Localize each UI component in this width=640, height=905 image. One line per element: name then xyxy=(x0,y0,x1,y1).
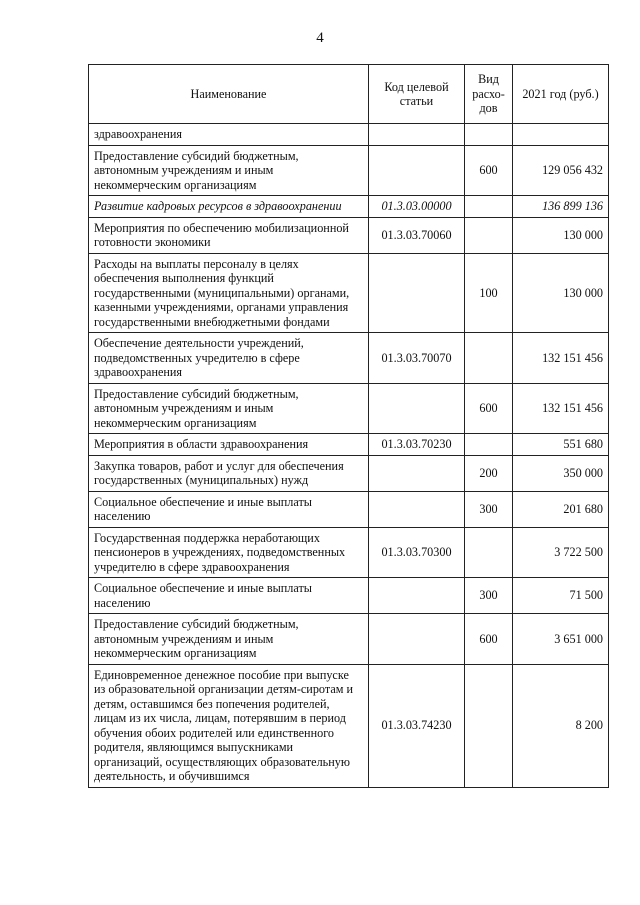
cell-amount: 71 500 xyxy=(513,578,609,614)
cell-name: Государственная поддержка неработающих пенсионеров в учреждениях, подведомственных учредителю в сфере здравоохранения xyxy=(89,527,369,578)
table-row xyxy=(89,664,609,787)
cell-amount: 132 151 456 xyxy=(513,333,609,384)
cell-code xyxy=(369,124,465,146)
cell-code xyxy=(369,614,465,665)
cell-type xyxy=(465,664,513,787)
table-body xyxy=(89,124,609,788)
cell-code: 01.3.03.00000 xyxy=(369,196,465,218)
cell-amount: 8 200 xyxy=(513,664,609,787)
cell-code: 01.3.03.70070 xyxy=(369,333,465,384)
cell-type xyxy=(465,196,513,218)
budget-table xyxy=(88,64,609,788)
cell-type xyxy=(465,527,513,578)
cell-code xyxy=(369,578,465,614)
cell-name: Мероприятия по обеспечению мобилизационной готовности экономики xyxy=(89,217,369,253)
page-number: 4 xyxy=(316,30,324,46)
cell-name: Мероприятия в области здравоохранения xyxy=(89,434,369,456)
cell-type: 300 xyxy=(465,578,513,614)
cell-code xyxy=(369,145,465,196)
cell-type: 600 xyxy=(465,145,513,196)
cell-code: 01.3.03.70300 xyxy=(369,527,465,578)
table-row xyxy=(89,527,609,578)
cell-name: Развитие кадровых ресурсов в здравоохранении xyxy=(89,196,369,218)
cell-type: 200 xyxy=(465,455,513,491)
table-row xyxy=(89,124,609,146)
header-type: Вид расхо-дов xyxy=(465,65,513,124)
cell-name: Предоставление субсидий бюджетным, автономным учреждениям и иным некоммерческим организациям xyxy=(89,614,369,665)
table-row xyxy=(89,253,609,333)
cell-code xyxy=(369,455,465,491)
table-row xyxy=(89,434,609,456)
cell-amount: 129 056 432 xyxy=(513,145,609,196)
cell-amount: 551 680 xyxy=(513,434,609,456)
cell-name: Социальное обеспечение и иные выплаты населению xyxy=(89,491,369,527)
cell-amount: 130 000 xyxy=(513,217,609,253)
cell-name: здравоохранения xyxy=(89,124,369,146)
cell-amount: 136 899 136 xyxy=(513,196,609,218)
table-row xyxy=(89,196,609,218)
cell-amount: 130 000 xyxy=(513,253,609,333)
cell-code xyxy=(369,253,465,333)
cell-code: 01.3.03.70230 xyxy=(369,434,465,456)
cell-type xyxy=(465,217,513,253)
cell-name: Социальное обеспечение и иные выплаты населению xyxy=(89,578,369,614)
table-row xyxy=(89,383,609,434)
cell-code: 01.3.03.74230 xyxy=(369,664,465,787)
cell-code: 01.3.03.70060 xyxy=(369,217,465,253)
cell-name: Расходы на выплаты персоналу в целях обеспечения выполнения функций государственными (муниципальными) органами, казенными учреждениями, органами управления государственными внебюджетными фондами xyxy=(89,253,369,333)
cell-type: 600 xyxy=(465,614,513,665)
cell-name: Предоставление субсидий бюджетным, автономным учреждениям и иным некоммерческим организациям xyxy=(89,145,369,196)
table-row xyxy=(89,455,609,491)
table-row xyxy=(89,578,609,614)
cell-amount xyxy=(513,124,609,146)
cell-type: 300 xyxy=(465,491,513,527)
cell-code xyxy=(369,491,465,527)
cell-name: Закупка товаров, работ и услуг для обеспечения государственных (муниципальных) нужд xyxy=(89,455,369,491)
table-row xyxy=(89,145,609,196)
cell-type: 600 xyxy=(465,383,513,434)
cell-amount: 350 000 xyxy=(513,455,609,491)
cell-amount: 3 651 000 xyxy=(513,614,609,665)
cell-type xyxy=(465,124,513,146)
cell-code xyxy=(369,383,465,434)
cell-name: Обеспечение деятельности учреждений, подведомственных учредителю в сфере здравоохранения xyxy=(89,333,369,384)
cell-name: Предоставление субсидий бюджетным, автономным учреждениям и иным некоммерческим организациям xyxy=(89,383,369,434)
header-code: Код целевой статьи xyxy=(369,65,465,124)
cell-type: 100 xyxy=(465,253,513,333)
table-row xyxy=(89,333,609,384)
cell-name: Единовременное денежное пособие при выпуске из образовательной организации детям-сиротам и детям, оставшимся без попечения родителей, лицам из их числа, лицам, потерявшим в период обучения обоих родителей или единственного родителя, являющимся выпускниками организаций, осуществляющих образовательную деятельность, и обучившимся xyxy=(89,664,369,787)
cell-type xyxy=(465,333,513,384)
cell-amount: 201 680 xyxy=(513,491,609,527)
table-row xyxy=(89,614,609,665)
header-amount: 2021 год (руб.) xyxy=(513,65,609,124)
table-row xyxy=(89,217,609,253)
table-header-row xyxy=(89,65,609,124)
table-row xyxy=(89,491,609,527)
cell-type xyxy=(465,434,513,456)
cell-amount: 3 722 500 xyxy=(513,527,609,578)
header-name: Наименование xyxy=(89,65,369,124)
cell-amount: 132 151 456 xyxy=(513,383,609,434)
